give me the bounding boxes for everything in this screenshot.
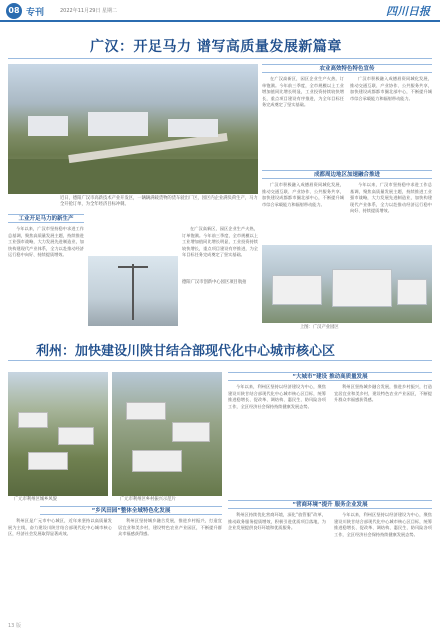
article2-photo5-caption: 广元市利州区乡村振兴示范片: [120, 497, 176, 502]
article1-photo-streetlight: [88, 256, 178, 326]
article1-photo2-caption: 上图：广汉产业园区: [300, 325, 339, 330]
article2-subhead-a: “大城市”建设 推动高质量发展: [228, 372, 432, 381]
article2-photo-village: [112, 372, 222, 496]
article2-body-a: 今年以来，利州区坚持以经济建设为中心，聚焦建设川陕甘结合部现代化中心城市核心区目标，统筹推进稳增长、促改革、调结构、惠民生、防风险各项工作，全区经济社会保持持续健康发展态势。: [228, 384, 326, 409]
article2-body-c: 利州区是广元市中心城区，近年来坚持以高质量发展为主线，奋力建设川陕甘结合部现代化中心城市核心区，经济社会发展取得显著成效。: [8, 518, 112, 537]
article2-headline: 利州：加快建设川陕甘结合部现代化中心城市核心区: [36, 344, 336, 359]
issue-date: 2022年11月29日 星期二: [60, 8, 118, 14]
article1-main-photo: [8, 64, 258, 194]
article1-subhead-mid: 农业高效特色特色宣传: [262, 64, 432, 73]
headline2-divider: [8, 360, 432, 361]
article2-body-b-2: 今年以来，利州区坚持以经济建设为中心，聚焦建设川陕甘结合部现代化中心城市核心区目标，统筹推进稳增长、促改革、调结构、惠民生、防风险各项工作，全区经济社会保持持续健康发展态势。: [334, 512, 432, 537]
article1-photo-caption: 近日，德阳广汉市高新技术产业开发区，一辆辆满载货物的货车驶出厂区，园区内企业满负荷生产，马力全开抢订单，为全年经济目标冲刺。: [60, 196, 258, 207]
article2-photo-town: [8, 372, 108, 496]
article1-body-right-2: 今年以来，广汉市坚持稳中求进工作总基调，聚焦高质量发展主题，持续推进工业强市战略，大力发展先进制造业，加快构建现代产业体系，全力以赴推动经济运行稳中向好、持续提质增效。: [350, 182, 432, 214]
article2-subhead-b: “营商环境”提升 服务企业发展: [228, 500, 432, 509]
section-name: 专刊: [26, 8, 45, 18]
page-header: [0, 0, 440, 22]
article2-body-a-2: 利州区坚持城乡融合发展，推进乡村振兴，打造宜居宜业和美乡村，建设特色农业产业园区，不断提升群众幸福感获得感。: [334, 384, 432, 403]
page-footer: 13 版: [8, 623, 21, 629]
newspaper-masthead: 四川日报: [386, 5, 430, 18]
article1-photo-industrial-park: [262, 245, 432, 323]
article2-body-c-2: 利州区坚持城乡融合发展，推进乡村振兴，打造宜居宜业和美乡村，建设特色农业产业园区，不断提升群众幸福感获得感。: [118, 518, 222, 537]
page-number-badge: 08: [6, 3, 22, 19]
article1-headline: 广汉：开足马力 谱写高质量发展新篇章: [90, 39, 342, 55]
article2-body-b: 利州区持续优化营商环境，深化“放管服”改革，推动政务服务提质增效，积极引进优质项目落地，为企业发展提供良好环境和优质服务。: [228, 512, 326, 531]
article1-subhead-right: 成都周边地区加速融合推进: [262, 170, 432, 179]
article2-photo4-caption: 广元市利州区城乡风貌: [14, 497, 57, 502]
article1-body-mid-2: 广汉市积极融入成德眉资同城化发展，推动交通互联、产业协作、公共服务共享，加快建设成都都市圈北部中心，不断提升城市综合承载能力和辐射带动能力。: [350, 76, 432, 101]
article2-subhead-c: “乡风田园”整体全域特色化发展: [40, 506, 222, 515]
article1-body-left: 今年以来，广汉市坚持稳中求进工作总基调，聚焦高质量发展主题，持续推进工业强市战略，大力发展先进制造业，加快构建现代产业体系，全力以赴推动经济运行稳中向好、持续提质增效。: [8, 226, 84, 258]
article1-photo3-caption: 德阳广汉市创新中心园区项目航拍: [182, 280, 247, 285]
headline-divider: [8, 58, 432, 59]
article1-body-center: 在广汉高新区，园区企业生产火热，订单饱满。今年前三季度，全市规模以上工业增加值同比增长明显，工业投资持续较快增长，重点项目建设有序推进，为全年目标任务完成奠定了坚实基础。: [182, 226, 258, 258]
article1-body-mid: 在广汉高新区，园区企业生产火热，订单饱满。今年前三季度，全市规模以上工业增加值同比增长明显，工业投资持续较快增长，重点项目建设有序推进，为全年目标任务完成奠定了坚实基础。: [262, 76, 344, 108]
article1-body-right: 广汉市积极融入成德眉资同城化发展，推动交通互联、产业协作、公共服务共享，加快建设成都都市圈北部中心，不断提升城市综合承载能力和辐射带动能力。: [262, 182, 344, 207]
article1-subhead-left: 工业开足马力的新生产: [8, 214, 84, 223]
